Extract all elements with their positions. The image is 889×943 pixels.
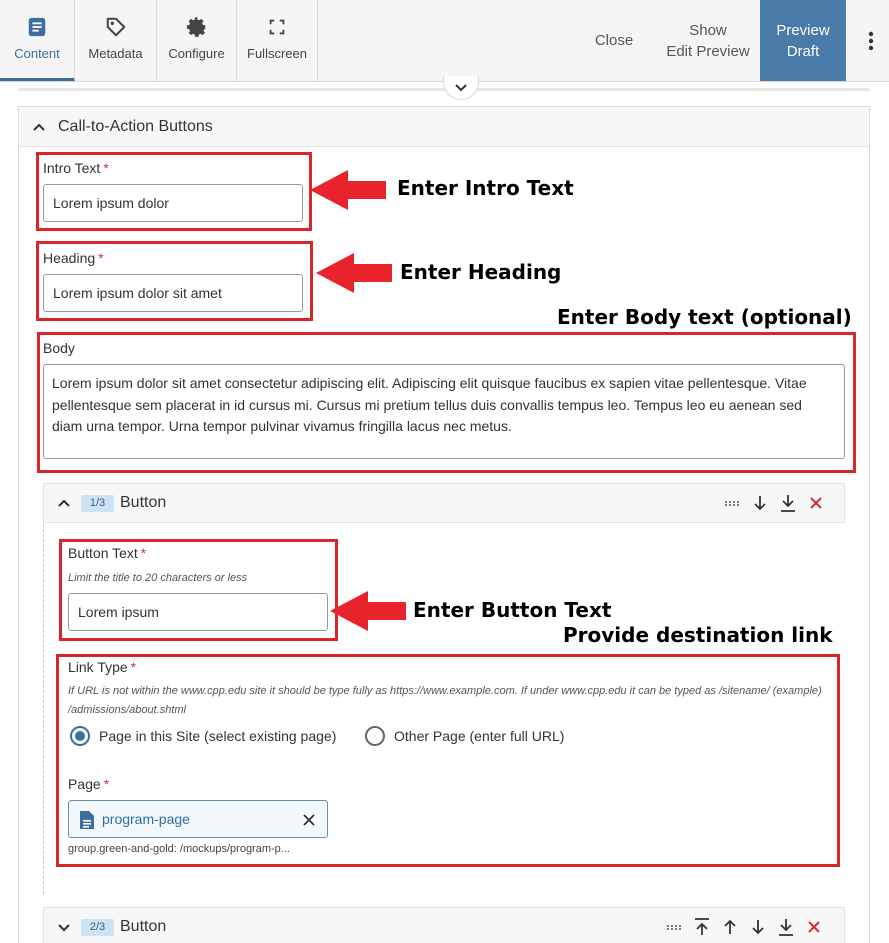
chevron-down-icon[interactable] bbox=[58, 924, 70, 932]
close-label: Close bbox=[594, 32, 634, 49]
tab-metadata-label: Metadata bbox=[88, 46, 143, 61]
page-path: group.green-and-gold: /mockups/program-p... bbox=[68, 843, 290, 855]
annotation-link: Provide destination link bbox=[563, 623, 833, 647]
button-text-label: Button Text * bbox=[68, 545, 147, 561]
annotation-intro: Enter Intro Text bbox=[397, 176, 574, 200]
annotation-heading: Enter Heading bbox=[400, 260, 562, 284]
radio-page-in-site-label: Page in this Site (select existing page) bbox=[99, 728, 337, 744]
heading-input[interactable]: Lorem ipsum dolor sit amet bbox=[43, 274, 303, 312]
more-options-icon[interactable] bbox=[852, 0, 889, 81]
tab-metadata[interactable] bbox=[75, 0, 157, 81]
tab-content[interactable] bbox=[0, 0, 75, 81]
annotation-button-text: Enter Button Text bbox=[413, 598, 612, 622]
show-edit-preview-button[interactable] bbox=[660, 0, 756, 81]
panel-title: Call-to-Action Buttons bbox=[58, 118, 213, 135]
preview-label-line1: Preview bbox=[776, 21, 830, 39]
body-textarea[interactable]: Lorem ipsum dolor sit amet consectetur adipiscing elit. Adipiscing elit quisque faucibus ex sapien vitae pellentesque. Vitae pellentesque sem placerat in id cursus mi. Cursus mi pretium tellus duis convallis tempus leo. Tempus leo eu aenean sed diam urna tempor. Urna tempor pulvinar vivamus fringilla lacus nec metus. bbox=[43, 364, 845, 459]
move-down-icon[interactable] bbox=[748, 917, 768, 937]
move-to-top-icon[interactable] bbox=[692, 917, 712, 937]
gear-icon bbox=[186, 16, 208, 38]
show-label-line1: Show bbox=[689, 21, 727, 39]
button-2-badge: 2/3 bbox=[81, 919, 114, 936]
chevron-up-icon[interactable] bbox=[33, 123, 45, 131]
body-label: Body bbox=[43, 340, 75, 356]
move-down-icon[interactable] bbox=[750, 493, 770, 513]
drag-handle-icon[interactable] bbox=[666, 918, 684, 936]
highlight-heading bbox=[36, 241, 313, 321]
link-type-hint: If URL is not within the www.cpp.edu site it should be type fully as https://www.example.com. If under www.cpp.edu it can be typed as /sitename/ (example) /admissions/about.shtml bbox=[68, 685, 822, 716]
tab-content-label: Content bbox=[14, 46, 60, 61]
fullscreen-icon bbox=[266, 16, 288, 38]
remove-icon[interactable] bbox=[804, 917, 824, 937]
page-label: Page * bbox=[68, 776, 110, 792]
button-2-header[interactable] bbox=[43, 907, 845, 943]
move-up-icon[interactable] bbox=[720, 917, 740, 937]
remove-icon[interactable] bbox=[806, 493, 826, 513]
document-icon bbox=[26, 16, 48, 38]
highlight-body bbox=[37, 332, 856, 473]
move-to-bottom-icon[interactable] bbox=[778, 493, 798, 513]
button-2-actions bbox=[666, 917, 824, 937]
drag-handle-icon[interactable] bbox=[724, 494, 742, 512]
collapse-toggle[interactable] bbox=[443, 76, 479, 100]
panel-header[interactable] bbox=[19, 107, 869, 147]
button-2-title: Button bbox=[120, 918, 167, 935]
intro-text-label: Intro Text * bbox=[43, 160, 109, 176]
tab-configure[interactable] bbox=[157, 0, 237, 81]
preview-draft-button[interactable] bbox=[760, 0, 846, 81]
highlight-link bbox=[56, 654, 840, 867]
tab-configure-label: Configure bbox=[168, 46, 225, 61]
tab-fullscreen[interactable] bbox=[237, 0, 318, 81]
button-1-actions bbox=[724, 493, 826, 513]
tag-icon bbox=[105, 16, 127, 38]
move-to-bottom-icon[interactable] bbox=[776, 917, 796, 937]
arrow-heading-icon bbox=[316, 253, 392, 293]
highlight-button-text bbox=[59, 539, 338, 641]
highlight-intro bbox=[36, 152, 312, 231]
button-1-title: Button bbox=[120, 494, 167, 511]
button-1-header[interactable] bbox=[43, 483, 845, 523]
radio-other-page-label: Other Page (enter full URL) bbox=[394, 728, 565, 744]
button-text-hint: Limit the title to 20 characters or less bbox=[68, 572, 248, 584]
button-1-badge: 1/3 bbox=[81, 495, 114, 512]
preview-label-line2: Draft bbox=[786, 42, 820, 60]
annotation-body: Enter Body text (optional) bbox=[557, 305, 852, 329]
chevron-down-icon bbox=[455, 84, 467, 92]
toolbar bbox=[0, 0, 889, 82]
arrow-intro-icon bbox=[310, 170, 386, 210]
button-text-input[interactable]: Lorem ipsum bbox=[68, 593, 328, 631]
intro-text-input[interactable]: Lorem ipsum dolor bbox=[43, 184, 303, 222]
tab-fullscreen-label: Fullscreen bbox=[247, 46, 307, 61]
page-selector-value: program-page bbox=[102, 811, 190, 827]
arrow-button-text-icon bbox=[330, 591, 406, 631]
show-label-line2: Edit Preview bbox=[666, 42, 750, 60]
close-button[interactable] bbox=[580, 0, 648, 81]
chevron-up-icon[interactable] bbox=[58, 499, 70, 507]
link-type-label: Link Type * bbox=[68, 659, 137, 675]
button-1-guide bbox=[43, 524, 44, 894]
heading-label: Heading * bbox=[43, 250, 104, 266]
